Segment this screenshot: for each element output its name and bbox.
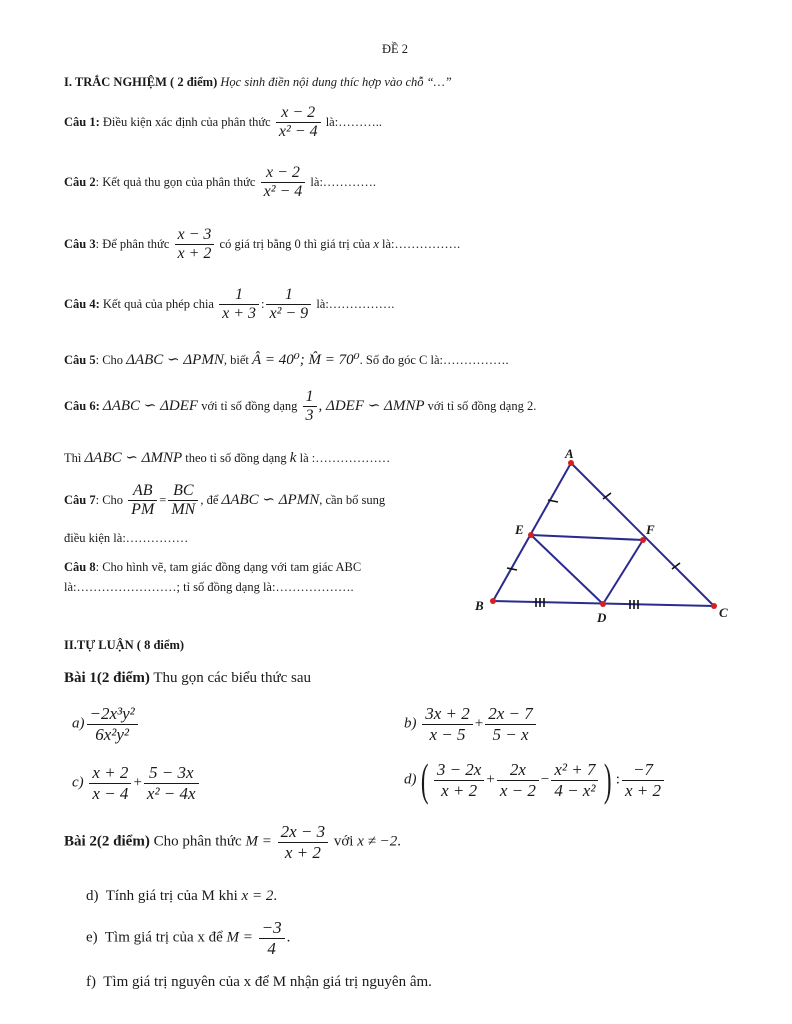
q4-num1: 1 [219,286,259,305]
bai2-d-text: Tính giá trị của M khi [105,888,238,904]
bai1-c-fraction-2 [144,763,199,803]
q6-similar-3: ΔABC ∽ ΔMNP [84,450,183,466]
q8-label: Câu 8 [64,560,96,574]
q6-fraction [303,388,317,426]
q2-den: x² − 4 [263,183,303,201]
q6-label: Câu 6: [64,398,100,413]
label-f: F [646,522,655,537]
bai1-d-den3: 4 − x² [554,780,596,800]
bai1-b-num2: 2x − 7 [485,704,536,725]
bai2-cond-text: với [333,833,354,850]
q3-den: x + 2 [177,245,212,263]
bai2-e-text: Tìm giá trị của x để [104,929,223,946]
bai1-label: Bài 1(2 điểm) [64,670,150,686]
q4-label: Câu 4: [64,296,100,311]
bai1-d-fraction-4 [622,760,664,800]
q8-line2: là:……………………; tỉ số đồng dạng là:………………. [64,580,354,594]
q1-fraction [276,104,321,142]
bai2-e-lhs: M = [226,929,253,946]
q3-num: x − 3 [175,226,215,245]
label-d: D [597,610,607,625]
bai2-part-d [86,888,277,905]
side-ac [571,463,714,606]
tick-marks [507,493,680,609]
question-1 [64,104,382,142]
section-2-heading: II.TỰ LUẬN ( 8 điểm) [64,638,185,652]
bai2-part-e [86,918,290,958]
question-4 [64,286,394,324]
q3-mid: có giá trị bằng 0 thì giá trị của [219,236,371,251]
q7-fraction-2 [168,482,198,520]
bai1-b-fraction-2 [485,704,536,744]
q7-den1: PM [131,501,155,519]
side-ab [493,463,571,601]
bai2-label: Bài 2(2 điểm) [64,833,150,850]
q7-mid: , để [200,492,219,507]
right-paren: ) [604,754,612,805]
bai1-b-den1: x − 5 [429,724,466,744]
q4-den2: x² − 9 [269,305,309,323]
q7-text: : Cho [95,492,124,507]
bai1-b-tag: b) [404,715,417,732]
bai2-d-end: . [273,888,278,904]
question-7 [64,482,385,520]
bai2-f-tag: f) [86,974,96,990]
triangle-figure [470,448,740,628]
bai2-num: 2x − 3 [278,822,329,843]
bai1-a-den: 6x²y² [95,724,130,744]
q7-line2: điều kiện là:…………… [64,531,189,545]
question-6-line-2 [64,448,390,467]
q3-fraction [175,226,215,264]
bai1-d-fraction-1 [434,760,485,800]
q3-tail: là:……………. [382,236,461,251]
bai2-d-expr: x = 2 [241,888,274,904]
bai2-lhs: M = [245,833,272,850]
q2-text: : Kết quả thu gọn của phân thức [95,174,256,189]
q7-fraction-1 [128,482,157,520]
bai1-c-op: + [133,774,142,791]
q5-tail: . Số đo góc C là:……………. [359,353,509,367]
bai1-d-op2: − [540,771,550,788]
bai2-cond: x ≠ −2 [357,833,398,850]
q6-line2c: theo tỉ số đồng dạng [185,451,287,465]
q4-tail: là:……………. [316,296,395,311]
point-b [490,598,496,604]
q5-text: : Cho [95,353,124,367]
bai1-d-num1: 3 − 2x [434,760,485,781]
label-b: B [475,598,484,613]
q5-condition: Â = 40⁰; M̂ = 70⁰ [251,352,360,368]
question-2 [64,164,376,202]
bai1-part-a [72,704,140,744]
segment-ed [531,535,603,604]
q4-op: : [261,296,265,311]
q5-label: Câu 5 [64,353,96,367]
bai2-part-f [86,974,432,991]
bai1-d-num2: 2x [497,760,539,781]
bai2-den: x + 2 [284,842,321,862]
question-8 [64,560,361,575]
bai1-b-num1: 3x + 2 [422,704,473,725]
q3-text: : Để phân thức [95,236,170,251]
q7-den2: MN [171,501,196,519]
q1-num: x − 2 [276,104,321,123]
q5-similar: ΔABC ∽ ΔPMN [126,352,224,368]
q6-line2a: Thì [64,451,82,465]
section-1-instruction: Học sinh điền nội dung thíc hợp vào chỗ “…” [220,75,452,89]
question-6 [64,388,536,426]
bai2-e-end: . [286,929,291,946]
bai1-part-d [404,754,666,805]
page-title: ĐỀ 2 [382,42,409,56]
q6-mid1: với tỉ số đồng dạng [201,398,298,413]
bai1-d-num3: x² + 7 [551,760,598,781]
bai1-part-c [72,763,201,803]
bai1-c-den1: x − 4 [92,783,129,803]
point-d [600,601,606,607]
q6-den: 3 [305,407,314,425]
bai1-d-fraction-2 [497,760,539,800]
bai-2-heading: Bài 2(2 điểm) Cho phân thức M = $\frac{2x - 3}{x + 2}$ với x ≠ −2. [64,822,401,862]
q2-tail: là:…………. [310,174,377,189]
question-5 [64,350,509,369]
q4-text: Kết quả của phép chia [102,296,214,311]
section-1-title: I. TRẮC NGHIỆM ( 2 điểm) [64,75,218,89]
q2-num: x − 2 [261,164,306,183]
q7-eq: = [159,492,167,507]
bai2-d-tag: d) [86,888,99,904]
q6-num: 1 [303,388,317,407]
q1-text: Điều kiện xác định của phân thức [102,114,271,129]
segment-ef [531,535,643,540]
q5-mid: , biết [223,353,249,367]
bai1-b-fraction-1 [422,704,473,744]
q4-fraction-1 [219,286,259,324]
bai2-f-text: Tìm giá trị nguyên của x để M nhận giá trị nguyên âm. [103,974,432,990]
section-1-heading [64,75,452,90]
label-a: A [565,448,574,461]
bai1-d-tag: d) [404,771,417,788]
label-e: E [515,522,524,537]
bai1-d-op3: : [615,771,620,788]
bai-1-heading [64,670,311,687]
q7-num1: AB [128,482,157,501]
bai1-b-den2: 5 − x [492,724,529,744]
q6-k: k [289,450,297,466]
q7-similar: ΔABC ∽ ΔPMN [221,491,320,508]
tick-eb [507,568,517,570]
q2-label: Câu 2 [64,174,96,189]
bai1-text: Thu gọn các biểu thức sau [153,670,311,686]
q4-fraction-2 [266,286,311,324]
figure-lines [493,463,714,606]
q8-text: : Cho hình vẽ, tam giác đồng dạng với tam giác ABC [95,560,362,574]
q1-den: x² − 4 [278,123,318,141]
bai1-d-den4: x + 2 [624,780,661,800]
q2-fraction [261,164,306,202]
bai1-d-den2: x − 2 [499,780,536,800]
bai2-fraction [278,822,329,862]
q7-num2: BC [168,482,198,501]
q1-label: Câu 1: [64,114,100,129]
bai1-d-fraction-3 [551,760,598,800]
bai1-c-fraction-1 [89,763,131,803]
bai2-e-tag: e) [86,929,98,946]
q1-tail: là:……….. [325,114,382,129]
bai2-e-fraction [259,918,285,958]
q7-label: Câu 7 [64,492,96,507]
point-c [711,603,717,609]
q6-line2d: là :……………… [299,451,391,465]
bai1-c-num2: 5 − 3x [144,763,199,784]
q7-tail: , cần bổ sung [319,492,386,507]
bai1-a-tag: a) [72,715,85,732]
q6-similar-2: , ΔDEF ∽ ΔMNP [318,397,425,414]
label-c: C [719,605,728,620]
bai1-part-b [404,704,538,744]
bai1-d-op1: + [486,771,495,788]
bai1-b-op: + [474,715,484,732]
bai1-c-den2: x² − 4x [146,783,196,803]
bai1-c-tag: c) [72,774,84,791]
figure-points [490,460,717,609]
question-3 [64,226,460,264]
bai1-a-num: −2x³y² [87,704,138,725]
bai1-a-fraction [87,704,138,744]
segment-fd [603,540,643,604]
bai2-text: Cho phân thức [153,833,242,850]
bai2-e-den: 4 [267,938,276,958]
bai1-d-den1: x + 2 [441,780,478,800]
point-e [528,532,534,538]
left-paren: ( [420,754,428,805]
q4-den1: x + 3 [222,305,256,323]
q3-label: Câu 3 [64,236,96,251]
point-f [640,537,646,543]
q4-num2: 1 [266,286,311,305]
bai1-d-num4: −7 [622,760,664,781]
q6-mid2: với tỉ số đồng dạng 2. [427,398,537,413]
bai1-c-num1: x + 2 [89,763,131,784]
q3-var: x [373,236,379,251]
bai2-e-num: −3 [259,918,285,939]
q6-similar-1: ΔABC ∽ ΔDEF [102,397,199,414]
